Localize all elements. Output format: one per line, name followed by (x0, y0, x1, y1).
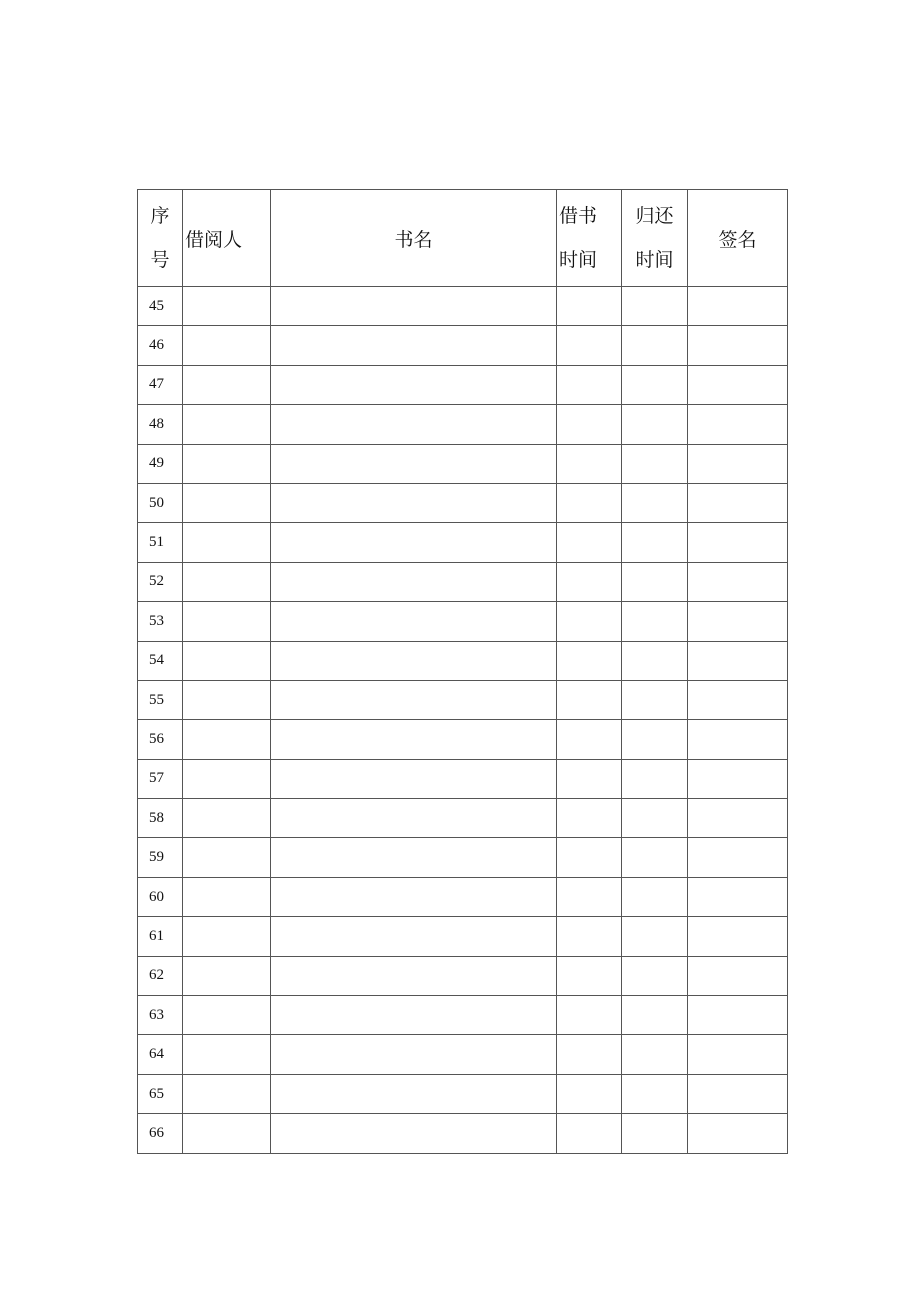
row-serial-number: 60 (138, 877, 183, 916)
row-serial-number: 63 (138, 996, 183, 1035)
header-serial-bottom: 号 (150, 249, 170, 271)
borrower-cell[interactable] (183, 996, 271, 1035)
book-title-cell[interactable] (271, 326, 557, 365)
row-serial-number: 55 (138, 680, 183, 719)
header-return-bottom: 时间 (635, 249, 674, 271)
header-return-time (622, 190, 688, 287)
row-serial-number: 56 (138, 720, 183, 759)
borrower-cell[interactable] (183, 602, 271, 641)
return-time-cell[interactable] (622, 641, 688, 680)
table-row (138, 917, 788, 956)
signature-cell[interactable] (688, 641, 788, 680)
return-time-cell[interactable] (622, 326, 688, 365)
signature-cell[interactable] (688, 365, 788, 404)
table-row (138, 1114, 788, 1153)
book-title-cell[interactable] (271, 287, 557, 326)
borrow-time-cell[interactable] (557, 720, 622, 759)
return-time-cell[interactable] (622, 799, 688, 838)
header-signature: 签名 (688, 190, 788, 287)
book-title-cell[interactable] (271, 996, 557, 1035)
borrower-cell[interactable] (183, 1114, 271, 1153)
table-row (138, 602, 788, 641)
table-row (138, 287, 788, 326)
borrow-time-cell[interactable] (557, 405, 622, 444)
borrower-cell[interactable] (183, 917, 271, 956)
signature-cell[interactable] (688, 720, 788, 759)
borrow-time-cell[interactable] (557, 1074, 622, 1113)
return-time-cell[interactable] (622, 877, 688, 916)
borrow-time-cell[interactable] (557, 877, 622, 916)
book-title-cell[interactable] (271, 365, 557, 404)
borrow-time-cell[interactable] (557, 1035, 622, 1074)
borrow-time-cell[interactable] (557, 444, 622, 483)
table-row (138, 1074, 788, 1113)
header-borrow-time (557, 190, 622, 287)
table-row (138, 680, 788, 719)
return-time-cell[interactable] (622, 287, 688, 326)
return-time-cell[interactable] (622, 1114, 688, 1153)
return-time-cell[interactable] (622, 720, 688, 759)
row-serial-number: 57 (138, 759, 183, 798)
row-serial-number: 64 (138, 1035, 183, 1074)
signature-cell[interactable] (688, 326, 788, 365)
borrower-cell[interactable] (183, 838, 271, 877)
book-title-cell[interactable] (271, 680, 557, 719)
book-title-cell[interactable] (271, 799, 557, 838)
table-row (138, 444, 788, 483)
signature-cell[interactable] (688, 287, 788, 326)
borrower-cell[interactable] (183, 641, 271, 680)
book-title-cell[interactable] (271, 838, 557, 877)
borrower-cell[interactable] (183, 287, 271, 326)
borrow-time-cell[interactable] (557, 799, 622, 838)
row-serial-number: 49 (138, 444, 183, 483)
table-row (138, 1035, 788, 1074)
book-title-cell[interactable] (271, 1074, 557, 1113)
header-row (138, 190, 788, 287)
signature-cell[interactable] (688, 523, 788, 562)
return-time-cell[interactable] (622, 365, 688, 404)
header-serial-number (138, 190, 183, 287)
book-title-cell[interactable] (271, 562, 557, 601)
return-time-cell[interactable] (622, 405, 688, 444)
header-book-title: 书名 (271, 190, 557, 287)
borrow-time-cell[interactable] (557, 917, 622, 956)
signature-cell[interactable] (688, 956, 788, 995)
borrow-time-cell[interactable] (557, 680, 622, 719)
borrower-cell[interactable] (183, 444, 271, 483)
row-serial-number: 62 (138, 956, 183, 995)
table-row (138, 759, 788, 798)
return-time-cell[interactable] (622, 444, 688, 483)
book-title-cell[interactable] (271, 523, 557, 562)
row-serial-number: 51 (138, 523, 183, 562)
signature-cell[interactable] (688, 799, 788, 838)
book-title-cell[interactable] (271, 917, 557, 956)
return-time-cell[interactable] (622, 956, 688, 995)
row-serial-number: 47 (138, 365, 183, 404)
table-row (138, 799, 788, 838)
row-serial-number: 46 (138, 326, 183, 365)
table-row (138, 996, 788, 1035)
book-title-cell[interactable] (271, 405, 557, 444)
table-row (138, 523, 788, 562)
signature-cell[interactable] (688, 562, 788, 601)
book-title-cell[interactable] (271, 720, 557, 759)
signature-cell[interactable] (688, 759, 788, 798)
borrower-cell[interactable] (183, 1074, 271, 1113)
row-serial-number: 66 (138, 1114, 183, 1153)
return-time-cell[interactable] (622, 602, 688, 641)
row-serial-number: 53 (138, 602, 183, 641)
table-row (138, 877, 788, 916)
row-serial-number: 61 (138, 917, 183, 956)
borrow-time-cell[interactable] (557, 838, 622, 877)
borrower-cell[interactable] (183, 326, 271, 365)
table-row (138, 562, 788, 601)
return-time-cell[interactable] (622, 523, 688, 562)
signature-cell[interactable] (688, 877, 788, 916)
book-title-cell[interactable] (271, 641, 557, 680)
borrower-cell[interactable] (183, 483, 271, 522)
signature-cell[interactable] (688, 405, 788, 444)
book-title-cell[interactable] (271, 956, 557, 995)
borrow-time-cell[interactable] (557, 602, 622, 641)
borrow-time-cell[interactable] (557, 483, 622, 522)
borrow-time-cell[interactable] (557, 562, 622, 601)
borrower-cell[interactable] (183, 562, 271, 601)
return-time-cell[interactable] (622, 483, 688, 522)
return-time-cell[interactable] (622, 996, 688, 1035)
table-row (138, 838, 788, 877)
header-serial-top: 序 (150, 205, 170, 227)
borrower-cell[interactable] (183, 720, 271, 759)
signature-cell[interactable] (688, 838, 788, 877)
row-serial-number: 58 (138, 799, 183, 838)
row-serial-number: 45 (138, 287, 183, 326)
return-time-cell[interactable] (622, 562, 688, 601)
book-title-cell[interactable] (271, 759, 557, 798)
book-title-cell[interactable] (271, 444, 557, 483)
return-time-cell[interactable] (622, 1074, 688, 1113)
borrow-time-cell[interactable] (557, 759, 622, 798)
signature-cell[interactable] (688, 483, 788, 522)
row-serial-number: 59 (138, 838, 183, 877)
book-title-cell[interactable] (271, 483, 557, 522)
borrower-cell[interactable] (183, 759, 271, 798)
borrower-cell[interactable] (183, 680, 271, 719)
borrower-cell[interactable] (183, 1035, 271, 1074)
table-row (138, 326, 788, 365)
borrow-time-cell[interactable] (557, 996, 622, 1035)
borrower-cell[interactable] (183, 877, 271, 916)
header-borrower: 借阅人 (183, 190, 271, 287)
row-serial-number: 54 (138, 641, 183, 680)
borrower-cell[interactable] (183, 523, 271, 562)
borrow-time-cell[interactable] (557, 641, 622, 680)
table-row (138, 405, 788, 444)
table-row (138, 483, 788, 522)
borrow-time-cell[interactable] (557, 365, 622, 404)
signature-cell[interactable] (688, 1074, 788, 1113)
header-return-top: 归还 (635, 205, 674, 227)
borrow-time-cell[interactable] (557, 287, 622, 326)
return-time-cell[interactable] (622, 759, 688, 798)
borrow-time-cell[interactable] (557, 523, 622, 562)
borrower-cell[interactable] (183, 405, 271, 444)
borrower-cell[interactable] (183, 956, 271, 995)
row-serial-number: 48 (138, 405, 183, 444)
book-title-cell[interactable] (271, 1114, 557, 1153)
book-title-cell[interactable] (271, 877, 557, 916)
table-row (138, 641, 788, 680)
signature-cell[interactable] (688, 680, 788, 719)
return-time-cell[interactable] (622, 1035, 688, 1074)
row-serial-number: 52 (138, 562, 183, 601)
borrower-cell[interactable] (183, 799, 271, 838)
return-time-cell[interactable] (622, 680, 688, 719)
row-serial-number: 50 (138, 483, 183, 522)
signature-cell[interactable] (688, 1114, 788, 1153)
borrowing-register-table (137, 189, 788, 1154)
book-title-cell[interactable] (271, 602, 557, 641)
table-row (138, 365, 788, 404)
return-time-cell[interactable] (622, 838, 688, 877)
signature-cell[interactable] (688, 917, 788, 956)
borrow-time-cell[interactable] (557, 1114, 622, 1153)
borrow-time-cell[interactable] (557, 326, 622, 365)
borrow-time-cell[interactable] (557, 956, 622, 995)
header-borrow-top: 借书 (559, 205, 598, 227)
signature-cell[interactable] (688, 444, 788, 483)
borrower-cell[interactable] (183, 365, 271, 404)
return-time-cell[interactable] (622, 917, 688, 956)
row-serial-number: 65 (138, 1074, 183, 1113)
header-borrow-bottom: 时间 (559, 249, 598, 271)
signature-cell[interactable] (688, 602, 788, 641)
book-title-cell[interactable] (271, 1035, 557, 1074)
table-row (138, 956, 788, 995)
table-body (138, 287, 788, 1154)
signature-cell[interactable] (688, 996, 788, 1035)
signature-cell[interactable] (688, 1035, 788, 1074)
table-row (138, 720, 788, 759)
